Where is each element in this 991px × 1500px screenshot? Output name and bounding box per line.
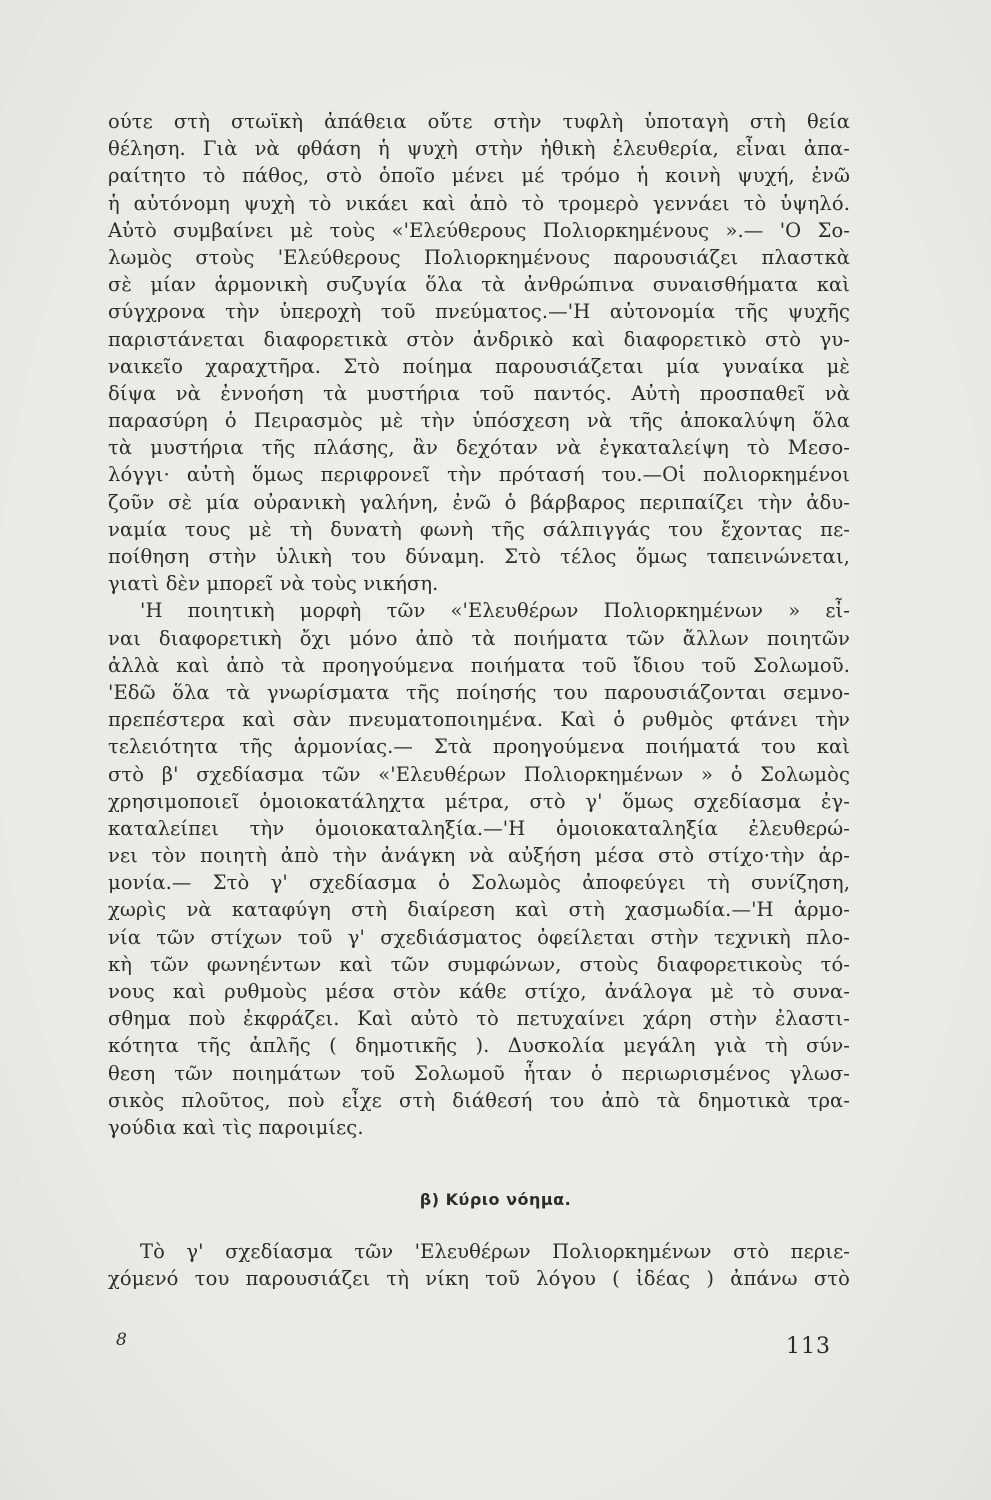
text-line: νους καὶ ρυθμοὺς μέσα στὸν κάθε στίχο, ἀνάλογα μὲ τὸ συνα- xyxy=(108,980,850,1003)
text-line: ἀλλὰ καὶ ἀπὸ τὰ προηγούμενα ποιήματα τοῦ ἴδιου τοῦ Σολωμοῦ. xyxy=(108,653,850,677)
text-line: Αὐτὸ συμβαίνει μὲ τοὺς «'Ελεύθερους Πολιορκημένους ».— 'Ο Σο- xyxy=(108,218,850,242)
text-line: σθημα ποὺ ἐκφράζει. Καὶ αὐτὸ τὸ πετυχαίνει χάρη στὴν ἐλαστι- xyxy=(108,1007,850,1031)
text-line: χόμενό του παρουσιάζει τὴ νίκη τοῦ λόγου ( ἰδέας ) ἀπάνω στὸ xyxy=(108,1267,850,1291)
text-line: σικὸς πλοῦτος, ποὺ εἶχε στὴ διάθεσή του ἀπὸ τὰ δημοτικὰ τρα- xyxy=(108,1088,850,1112)
text-line: στὸ β' σχεδίασμα τῶν «'Ελευθέρων Πολιορκημένων » ὁ Σολωμὸς xyxy=(108,762,850,786)
text-line: γούδια καὶ τὶς παροιμίες. xyxy=(108,1115,364,1139)
text-line: κὴ τῶν φωνηέντων καὶ τῶν συμφώνων, στοὺς διαφορετικοὺς τό- xyxy=(108,952,850,976)
text-line: γιατὶ δὲν μπορεῖ νὰ τοὺς νικήση. xyxy=(108,572,439,596)
text-line: δίψα νὰ ἐννοήση τὰ μυστήρια τοῦ παντός. Αὐτὴ προσπαθεῖ νὰ xyxy=(108,381,850,405)
section-heading: β) Κύριο νόημα. xyxy=(419,1190,572,1209)
text-line: θέληση. Γιὰ νὰ φθάση ἡ ψυχὴ στὴν ἠθικὴ ἐλευθερία, εἶναι ἀπα- xyxy=(108,137,850,161)
page-number: 113 xyxy=(786,1334,831,1359)
text-line: Τὸ γ' σχεδίασμα τῶν 'Ελευθέρων Πολιορκημένων στὸ περιε- xyxy=(140,1240,850,1263)
text-line: λόγγι· αὐτὴ ὅμως περιφρονεῖ τὴν πρότασή του.—Οἱ πολιορκημένοι xyxy=(108,463,850,487)
closing-text xyxy=(108,1238,850,1292)
body-text xyxy=(108,108,850,1141)
text-line: ούτε στὴ στωϊκὴ ἀπάθεια οὔτε στὴν τυφλὴ ὑποταγὴ στὴ θεία xyxy=(108,110,850,133)
text-line: παριστάνεται διαφορετικὰ στὸν ἀνδρικὸ καὶ διαφορετικὸ στὸ γυ- xyxy=(108,327,850,351)
text-line: τελειότητα τῆς ἁρμονίας.— Στὰ προηγούμενα ποιήματά του καὶ xyxy=(108,735,850,759)
text-line: παρασύρη ὁ Πειρασμὸς μὲ τὴν ὑπόσχεση νὰ τῆς ἀποκαλύψη ὅλα xyxy=(108,409,850,433)
text-line: νει τὸν ποιητὴ ἀπὸ τὴν ἀνάγκη νὰ αὐξήση μέσα στὸ στίχο·τὴν ἁρ- xyxy=(108,844,850,868)
text-line: 'Η ποιητικὴ μορφὴ τῶν «'Ελευθέρων Πολιορκημένων » εἶ- xyxy=(140,599,850,623)
text-line: θεση τῶν ποιημάτων τοῦ Σολωμοῦ ἦταν ὁ περιωρισμένος γλωσ- xyxy=(108,1061,850,1085)
text-line: σύγχρονα τὴν ὑπεροχὴ τοῦ πνεύματος.—'Η αὐτονομία τῆς ψυχῆς xyxy=(108,300,850,324)
text-line: ναι διαφορετικὴ ὄχι μόνο ἀπὸ τὰ ποιήματα τῶν ἄλλων ποιητῶν xyxy=(108,626,850,650)
text-line: τὰ μυστήρια τῆς πλάσης, ἂν δεχόταν νὰ ἐγκαταλείψη τὸ Μεσο- xyxy=(108,436,850,460)
text-line: ἡ αὐτόνομη ψυχὴ τὸ νικάει καὶ ἀπὸ τὸ τρομερὸ γεννάει τὸ ὑψηλό. xyxy=(108,191,850,215)
text-line: πρεπέστερα καὶ σὰν πνευματοποιημένα. Καὶ ὁ ρυθμὸς φτάνει τὴν xyxy=(108,708,850,732)
signature-mark: 8 xyxy=(116,1330,127,1350)
text-line: χρησιμοποιεῖ ὁμοιοκατάληχτα μέτρα, στὸ γ' ὅμως σχεδίασμα ἐγ- xyxy=(108,789,850,813)
text-line: νία τῶν στίχων τοῦ γ' σχεδιάσματος ὀφείλεται στὴν τεχνικὴ πλο- xyxy=(108,925,850,949)
text-line: λωμὸς στοὺς 'Ελεύθερους Πολιορκημένους παρουσιάζει πλαστκὰ xyxy=(108,245,850,269)
text-line: ζοῦν σὲ μία οὐρανικὴ γαλήνη, ἐνῶ ὁ βάρβαρος περιπαίζει τὴν ἀδυ- xyxy=(108,490,850,514)
text-line: ποίθηση στὴν ὑλικὴ του δύναμη. Στὸ τέλος ὅμως ταπεινώνεται, xyxy=(108,545,850,568)
text-line: χωρὶς νὰ καταφύγη στὴ διαίρεση καὶ στὴ χασμωδία.—'Η ἁρμο- xyxy=(108,898,850,922)
text-line: ναμία τους μὲ τὴ δυνατὴ φωνὴ τῆς σάλπιγγάς του ἔχοντας πε- xyxy=(108,517,850,541)
text-line: ραίτητο τὸ πάθος, στὸ ὁποῖο μένει μέ τρόμο ἡ κοινὴ ψυχή, ἐνῶ xyxy=(108,164,850,188)
text-line: 'Εδῶ ὅλα τὰ γνωρίσματα τῆς ποίησής του παρουσιάζονται σεμνο- xyxy=(108,680,850,704)
text-line: κότητα τῆς ἁπλῆς ( δημοτικῆς ). Δυσκολία μεγάλη γιὰ τὴ σύν- xyxy=(108,1034,850,1058)
text-line: ναικεῖο χαραχτῆρα. Στὸ ποίημα παρουσιάζεται μία γυναίκα μὲ xyxy=(108,354,850,378)
text-line: μονία.— Στὸ γ' σχεδίασμα ὁ Σολωμὸς ἀποφεύγει τὴ συνίζηση, xyxy=(108,871,850,895)
text-line: καταλείπει τὴν ὁμοιοκαταληξία.—'Η ὁμοιοκαταληξία ἐλευθερώ- xyxy=(108,816,850,840)
text-line: σὲ μίαν ἁρμονικὴ συζυγία ὅλα τὰ ἀνθρώπινα συναισθήματα καὶ xyxy=(108,273,850,297)
